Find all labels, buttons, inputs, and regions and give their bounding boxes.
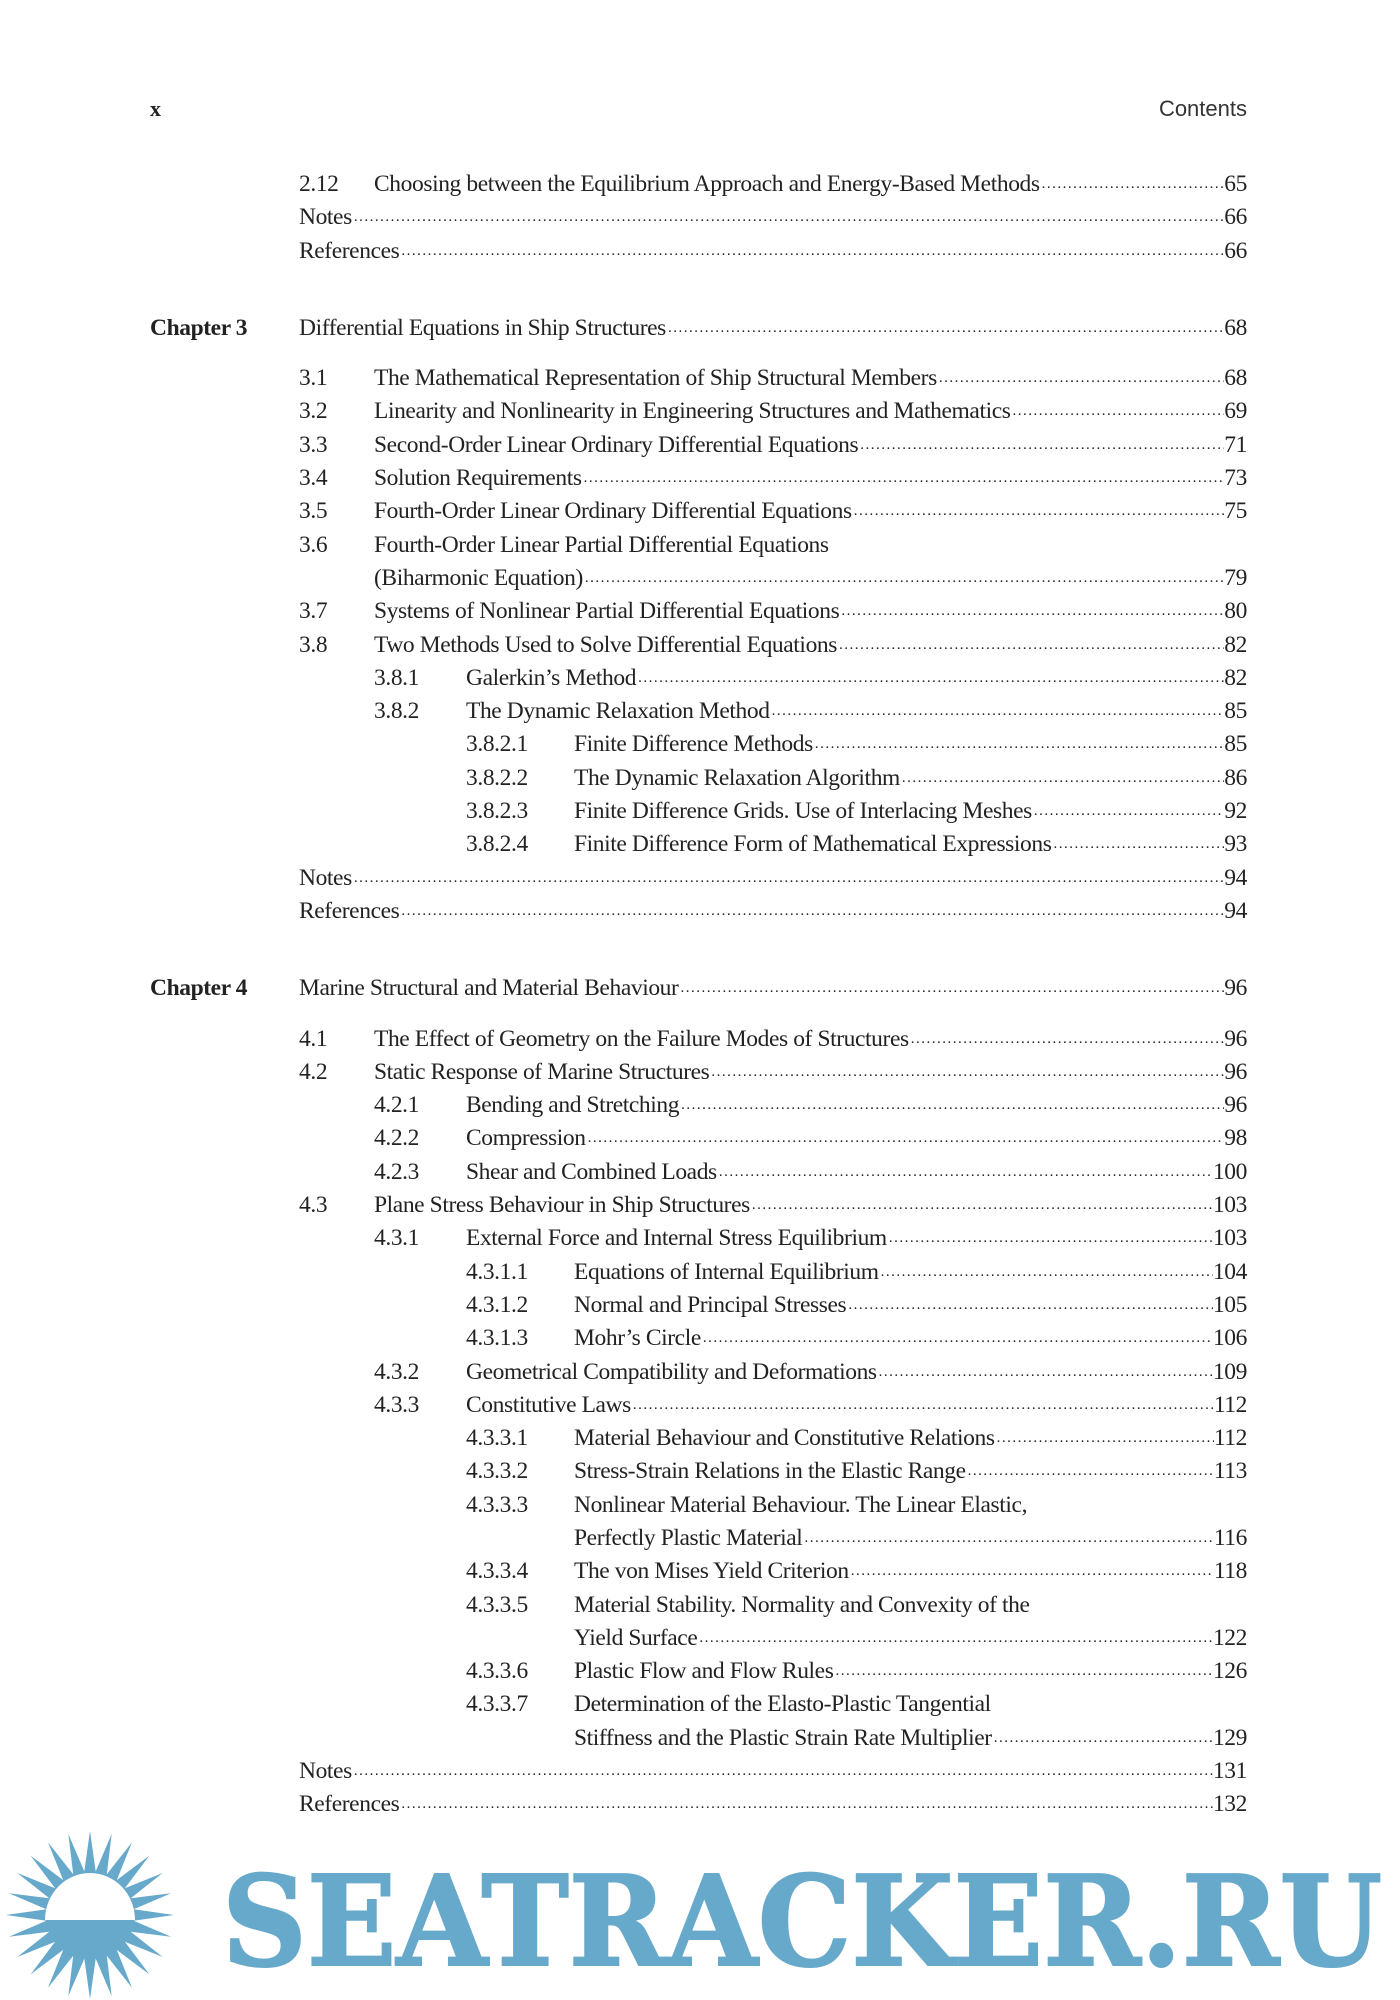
entry-title: Equations of Internal Equilibrium bbox=[574, 1258, 879, 1285]
dot-leader bbox=[770, 695, 1225, 728]
toc-entry[interactable] bbox=[0, 1589, 1400, 1622]
page-ref: 68 bbox=[1224, 314, 1247, 341]
page-ref: 86 bbox=[1224, 764, 1247, 791]
entry-line bbox=[574, 1455, 1247, 1488]
entry-line bbox=[574, 1555, 1247, 1588]
section-number: 4.3 bbox=[299, 1192, 328, 1219]
page-ref: 69 bbox=[1224, 398, 1247, 425]
entry-line bbox=[374, 168, 1247, 201]
entry-title: The Dynamic Relaxation Algorithm bbox=[574, 764, 900, 791]
entry-line bbox=[374, 429, 1247, 462]
entry-title: Solution Requirements bbox=[374, 465, 582, 492]
dot-leader bbox=[678, 972, 1224, 1005]
entry-line bbox=[574, 1688, 1247, 1721]
toc-entry-continuation[interactable] bbox=[0, 1722, 1400, 1755]
chapter-entry[interactable] bbox=[0, 312, 1400, 345]
section-number: 4.2.2 bbox=[374, 1125, 420, 1152]
entry-line bbox=[574, 1322, 1247, 1355]
page-ref: 96 bbox=[1224, 975, 1247, 1002]
entry-title: Shear and Combined Loads bbox=[466, 1158, 717, 1185]
page-ref: 105 bbox=[1212, 1291, 1247, 1318]
page-ref: 126 bbox=[1212, 1658, 1247, 1685]
dot-leader bbox=[1010, 395, 1224, 428]
dot-leader bbox=[583, 562, 1224, 595]
page-ref: 75 bbox=[1224, 498, 1247, 525]
entry-title: Galerkin’s Method bbox=[466, 664, 637, 691]
section-number: 4.3.3.6 bbox=[466, 1658, 528, 1685]
page-ref: 131 bbox=[1212, 1758, 1247, 1785]
section-number: 4.2 bbox=[299, 1058, 328, 1085]
toc-entry[interactable] bbox=[0, 168, 1400, 201]
section-number: 4.2.1 bbox=[374, 1092, 420, 1119]
toc-entry[interactable] bbox=[0, 1122, 1400, 1155]
entry-title: Notes bbox=[299, 864, 352, 891]
entry-title: Determination of the Elasto-Plastic Tangential bbox=[574, 1691, 991, 1718]
entry-title: Bending and Stretching bbox=[466, 1092, 680, 1119]
section-number: 4.3.2 bbox=[374, 1358, 420, 1385]
toc-entry[interactable] bbox=[0, 1755, 1400, 1788]
section-number: 4.3.1.1 bbox=[466, 1258, 528, 1285]
toc-entry[interactable] bbox=[0, 828, 1400, 861]
toc-entry[interactable] bbox=[0, 1089, 1400, 1122]
toc-entry-continuation[interactable] bbox=[0, 1622, 1400, 1655]
section-number: 3.8.2.3 bbox=[466, 798, 528, 825]
page-ref: 103 bbox=[1212, 1225, 1247, 1252]
entry-title: Plastic Flow and Flow Rules bbox=[574, 1658, 834, 1685]
entry-line bbox=[374, 529, 1247, 562]
page-ref: 109 bbox=[1212, 1358, 1247, 1385]
toc-entry[interactable] bbox=[0, 1322, 1400, 1355]
toc-entry[interactable] bbox=[0, 762, 1400, 795]
page-ref: 122 bbox=[1212, 1624, 1247, 1651]
dot-leader bbox=[887, 1222, 1213, 1255]
entry-title: The Mathematical Representation of Ship Structural Members bbox=[374, 365, 937, 392]
entry-line bbox=[574, 1522, 1247, 1555]
entry-line bbox=[574, 762, 1247, 795]
entry-line bbox=[299, 895, 1247, 928]
entry-title: References bbox=[299, 1791, 400, 1818]
section-number: 4.3.3.2 bbox=[466, 1458, 528, 1485]
entry-line bbox=[574, 1289, 1247, 1322]
page-ref: 85 bbox=[1224, 698, 1247, 725]
entry-title: Second-Order Linear Ordinary Differential Equations bbox=[374, 431, 859, 458]
page-ref: 93 bbox=[1224, 831, 1247, 858]
toc-entry[interactable] bbox=[0, 462, 1400, 495]
toc-entry[interactable] bbox=[0, 1056, 1400, 1089]
dot-leader bbox=[1032, 795, 1224, 828]
entry-title: The Effect of Geometry on the Failure Modes of Structures bbox=[374, 1025, 909, 1052]
entry-title: Compression bbox=[466, 1125, 586, 1152]
section-number: 3.7 bbox=[299, 598, 328, 625]
watermark-logo bbox=[0, 1830, 1400, 2000]
section-number: 4.3.3.3 bbox=[466, 1491, 528, 1518]
entry-line bbox=[574, 795, 1247, 828]
entry-line bbox=[299, 1755, 1247, 1788]
page-ref: 112 bbox=[1213, 1425, 1247, 1452]
entry-line bbox=[574, 1655, 1247, 1688]
entry-line bbox=[574, 1256, 1247, 1289]
dot-leader bbox=[802, 1522, 1213, 1555]
entry-line bbox=[374, 629, 1247, 662]
entry-line bbox=[374, 495, 1247, 528]
entry-line bbox=[466, 1356, 1247, 1389]
entry-line bbox=[299, 862, 1247, 895]
entry-line bbox=[574, 1722, 1247, 1755]
entry-title: Finite Difference Form of Mathematical Expressions bbox=[574, 831, 1052, 858]
toc-entry[interactable] bbox=[0, 862, 1400, 895]
section-number: 3.8.2 bbox=[374, 698, 420, 725]
dot-leader bbox=[837, 629, 1224, 662]
page-ref: 94 bbox=[1224, 864, 1247, 891]
toc-entry[interactable] bbox=[0, 362, 1400, 395]
toc-entry-continuation[interactable] bbox=[0, 1522, 1400, 1555]
toc-entry[interactable] bbox=[0, 1489, 1400, 1522]
dot-leader bbox=[833, 1655, 1212, 1688]
dot-leader bbox=[701, 1322, 1213, 1355]
dot-leader bbox=[709, 1056, 1224, 1089]
toc-entry[interactable] bbox=[0, 1189, 1400, 1222]
toc-entry[interactable] bbox=[0, 1023, 1400, 1056]
entry-title: Two Methods Used to Solve Differential Equations bbox=[374, 631, 838, 658]
page-ref: 106 bbox=[1212, 1325, 1247, 1352]
toc-entry[interactable] bbox=[0, 1156, 1400, 1189]
toc-entry[interactable] bbox=[0, 662, 1400, 695]
entry-title-continuation: Stiffness and the Plastic Strain Rate Multiplier bbox=[574, 1724, 992, 1751]
page-ref: 82 bbox=[1224, 664, 1247, 691]
entry-line bbox=[574, 1622, 1247, 1655]
entry-title: Choosing between the Equilibrium Approach and Energy-Based Methods bbox=[374, 171, 1040, 197]
entry-title: Differential Equations in Ship Structures bbox=[299, 314, 666, 341]
entry-title: Material Stability. Normality and Convexity of the bbox=[574, 1591, 1030, 1618]
page-ref: 132 bbox=[1212, 1791, 1247, 1818]
dot-leader bbox=[909, 1023, 1225, 1056]
toc-entry[interactable] bbox=[0, 595, 1400, 628]
chapter-label: Chapter 4 bbox=[150, 975, 248, 1002]
entry-line bbox=[374, 362, 1247, 395]
page-ref: 80 bbox=[1224, 598, 1247, 625]
dot-leader bbox=[399, 235, 1224, 268]
dot-leader bbox=[636, 662, 1224, 695]
entry-line bbox=[374, 595, 1247, 628]
dot-leader bbox=[352, 862, 1224, 895]
page-ref: 94 bbox=[1224, 897, 1247, 924]
dot-leader bbox=[900, 762, 1224, 795]
entry-line bbox=[374, 462, 1247, 495]
entry-line bbox=[574, 828, 1247, 861]
dot-leader bbox=[852, 495, 1225, 528]
section-number: 3.8 bbox=[299, 631, 328, 658]
toc-entry[interactable] bbox=[0, 529, 1400, 562]
toc-entry[interactable] bbox=[0, 1655, 1400, 1688]
entry-title: The von Mises Yield Criterion bbox=[574, 1558, 849, 1585]
entry-title: External Force and Internal Stress Equilibrium bbox=[466, 1225, 887, 1252]
section-number: 3.8.2.4 bbox=[466, 831, 528, 858]
entry-title: Normal and Principal Stresses bbox=[574, 1291, 847, 1318]
section-number: 4.3.3.5 bbox=[466, 1591, 528, 1618]
entry-title: Notes bbox=[299, 204, 352, 231]
section-number: 4.3.3.4 bbox=[466, 1558, 528, 1585]
toc-entry[interactable] bbox=[0, 201, 1400, 234]
dot-leader bbox=[1040, 168, 1225, 201]
toc-entry[interactable] bbox=[0, 1788, 1400, 1821]
section-number: 3.8.1 bbox=[374, 664, 420, 691]
toc-entry[interactable] bbox=[0, 1455, 1400, 1488]
entry-title: Finite Difference Grids. Use of Interlacing Meshes bbox=[574, 798, 1032, 825]
section-number: 3.4 bbox=[299, 465, 328, 492]
toc-entry[interactable] bbox=[0, 629, 1400, 662]
dot-leader bbox=[966, 1455, 1214, 1488]
entry-title: Stress-Strain Relations in the Elastic Range bbox=[574, 1458, 966, 1485]
entry-line bbox=[466, 1122, 1247, 1155]
toc-entry[interactable] bbox=[0, 395, 1400, 428]
dot-leader bbox=[858, 429, 1224, 462]
dot-leader bbox=[1052, 828, 1225, 861]
toc-entry[interactable] bbox=[0, 795, 1400, 828]
page-ref: 66 bbox=[1224, 237, 1247, 264]
page-ref: 103 bbox=[1212, 1192, 1247, 1219]
entry-title: The Dynamic Relaxation Method bbox=[466, 698, 770, 725]
entry-line bbox=[374, 562, 1247, 595]
section-number: 4.3.1 bbox=[374, 1225, 420, 1252]
section-number: 3.2 bbox=[299, 398, 328, 425]
entry-title: References bbox=[299, 897, 400, 924]
section-number: 2.12 bbox=[299, 171, 339, 197]
toc-entry[interactable] bbox=[0, 695, 1400, 728]
entry-line bbox=[299, 201, 1247, 234]
page-number: x bbox=[150, 96, 161, 121]
toc-entry[interactable] bbox=[0, 1389, 1400, 1422]
entry-line bbox=[466, 662, 1247, 695]
toc-entry[interactable] bbox=[0, 1688, 1400, 1721]
running-title: Contents bbox=[1158, 96, 1247, 121]
entry-line bbox=[299, 972, 1247, 1005]
section-number: 4.3.1.2 bbox=[466, 1291, 528, 1318]
entry-line bbox=[466, 695, 1247, 728]
entry-title: Linearity and Nonlinearity in Engineering Structures and Mathematics bbox=[374, 398, 1011, 425]
section-number: 3.6 bbox=[299, 531, 328, 558]
dot-leader bbox=[666, 312, 1224, 345]
dot-leader bbox=[839, 595, 1224, 628]
toc-entry-continuation[interactable] bbox=[0, 562, 1400, 595]
entry-line bbox=[299, 235, 1247, 268]
page-ref: 118 bbox=[1213, 1558, 1247, 1585]
page-ref: 82 bbox=[1224, 631, 1247, 658]
page-ref: 92 bbox=[1224, 798, 1247, 825]
page-ref: 71 bbox=[1224, 431, 1247, 458]
entry-title: Fourth-Order Linear Partial Differential Equations bbox=[374, 531, 829, 558]
toc-entry[interactable] bbox=[0, 1289, 1400, 1322]
entry-title-continuation: Perfectly Plastic Material bbox=[574, 1524, 803, 1551]
entry-line bbox=[574, 1489, 1247, 1522]
dot-leader bbox=[750, 1189, 1213, 1222]
toc-entry[interactable] bbox=[0, 1256, 1400, 1289]
entry-line bbox=[299, 312, 1247, 345]
entry-title: Fourth-Order Linear Ordinary Differential Equations bbox=[374, 498, 852, 525]
section-number: 3.5 bbox=[299, 498, 328, 525]
section-number: 4.3.3.7 bbox=[466, 1691, 528, 1718]
page-ref: 79 bbox=[1224, 564, 1247, 591]
toc-entry[interactable] bbox=[0, 895, 1400, 928]
dot-leader bbox=[937, 362, 1224, 395]
entry-title: Constitutive Laws bbox=[466, 1391, 631, 1418]
section-number: 3.3 bbox=[299, 431, 328, 458]
page-ref: 98 bbox=[1224, 1125, 1247, 1152]
entry-title: References bbox=[299, 237, 400, 264]
entry-title: Geometrical Compatibility and Deformations bbox=[466, 1358, 877, 1385]
page-ref: 96 bbox=[1224, 1092, 1247, 1119]
dot-leader bbox=[877, 1356, 1213, 1389]
page-ref: 129 bbox=[1212, 1724, 1247, 1751]
page-ref: 96 bbox=[1224, 1025, 1247, 1052]
dot-leader bbox=[399, 895, 1224, 928]
dot-leader bbox=[879, 1256, 1213, 1289]
entry-line bbox=[299, 1788, 1247, 1821]
dot-leader bbox=[399, 1788, 1213, 1821]
dot-leader bbox=[846, 1289, 1213, 1322]
entry-line bbox=[574, 728, 1247, 761]
entry-line bbox=[466, 1389, 1247, 1422]
page-ref: 68 bbox=[1224, 365, 1247, 392]
entry-line bbox=[374, 1056, 1247, 1089]
section-number: 3.8.2.1 bbox=[466, 731, 528, 758]
dot-leader bbox=[352, 1755, 1213, 1788]
toc-entry[interactable] bbox=[0, 1422, 1400, 1455]
entry-title: Plane Stress Behaviour in Ship Structures bbox=[374, 1192, 750, 1219]
page-ref: 85 bbox=[1224, 731, 1247, 758]
page-ref: 96 bbox=[1224, 1058, 1247, 1085]
dot-leader bbox=[717, 1156, 1213, 1189]
entry-line bbox=[466, 1222, 1247, 1255]
entry-title: Nonlinear Material Behaviour. The Linear Elastic, bbox=[574, 1491, 1028, 1518]
toc-entry[interactable] bbox=[0, 495, 1400, 528]
toc-entry[interactable] bbox=[0, 728, 1400, 761]
toc-entry[interactable] bbox=[0, 1555, 1400, 1588]
entry-title: Mohr’s Circle bbox=[574, 1325, 701, 1352]
page-ref: 66 bbox=[1224, 204, 1247, 231]
dot-leader bbox=[992, 1722, 1213, 1755]
entry-title: Marine Structural and Material Behaviour bbox=[299, 975, 679, 1002]
section-number: 4.1 bbox=[299, 1025, 328, 1052]
chapter-entry[interactable] bbox=[0, 972, 1400, 1005]
entry-line bbox=[574, 1422, 1247, 1455]
section-number: 4.3.3 bbox=[374, 1391, 420, 1418]
section-number: 4.3.1.3 bbox=[466, 1325, 528, 1352]
chapter-label: Chapter 3 bbox=[150, 314, 248, 341]
page-ref: 112 bbox=[1213, 1391, 1247, 1418]
page-ref: 104 bbox=[1212, 1258, 1247, 1285]
dot-leader bbox=[697, 1622, 1213, 1655]
page-ref: 65 bbox=[1224, 171, 1247, 197]
page-ref: 116 bbox=[1213, 1524, 1247, 1551]
section-number: 4.2.3 bbox=[374, 1158, 420, 1185]
dot-leader bbox=[995, 1422, 1214, 1455]
entry-title: Notes bbox=[299, 1758, 352, 1785]
entry-title: Static Response of Marine Structures bbox=[374, 1058, 710, 1085]
toc-entry[interactable] bbox=[0, 1356, 1400, 1389]
toc-entry[interactable] bbox=[0, 1222, 1400, 1255]
watermark-text: SEATRACKER.RU bbox=[222, 1849, 1382, 1995]
page-ref: 100 bbox=[1212, 1158, 1247, 1185]
entry-line bbox=[466, 1156, 1247, 1189]
entry-line bbox=[374, 395, 1247, 428]
entry-line bbox=[374, 1189, 1247, 1222]
toc-entry[interactable] bbox=[0, 429, 1400, 462]
section-number: 4.3.3.1 bbox=[466, 1425, 528, 1452]
dot-leader bbox=[582, 462, 1225, 495]
entry-line bbox=[574, 1589, 1247, 1622]
entry-line bbox=[466, 1089, 1247, 1122]
entry-line bbox=[374, 1023, 1247, 1056]
page-ref: 113 bbox=[1213, 1458, 1247, 1485]
dot-leader bbox=[352, 201, 1224, 234]
toc-entry[interactable] bbox=[0, 235, 1400, 268]
sun-icon bbox=[6, 1831, 174, 1999]
dot-leader bbox=[631, 1389, 1214, 1422]
section-number: 3.1 bbox=[299, 365, 328, 392]
section-number: 3.8.2.2 bbox=[466, 764, 528, 791]
entry-title: Systems of Nonlinear Partial Differential Equations bbox=[374, 598, 840, 625]
entry-title: Finite Difference Methods bbox=[574, 731, 813, 758]
entry-title-continuation: (Biharmonic Equation) bbox=[374, 564, 583, 591]
dot-leader bbox=[586, 1122, 1225, 1155]
entry-title-continuation: Yield Surface bbox=[574, 1624, 698, 1651]
dot-leader bbox=[679, 1089, 1224, 1122]
dot-leader bbox=[849, 1555, 1214, 1588]
table-of-contents bbox=[0, 168, 1400, 1822]
dot-leader bbox=[813, 728, 1224, 761]
entry-title: Material Behaviour and Constitutive Relations bbox=[574, 1425, 995, 1452]
page-ref: 73 bbox=[1224, 465, 1247, 492]
